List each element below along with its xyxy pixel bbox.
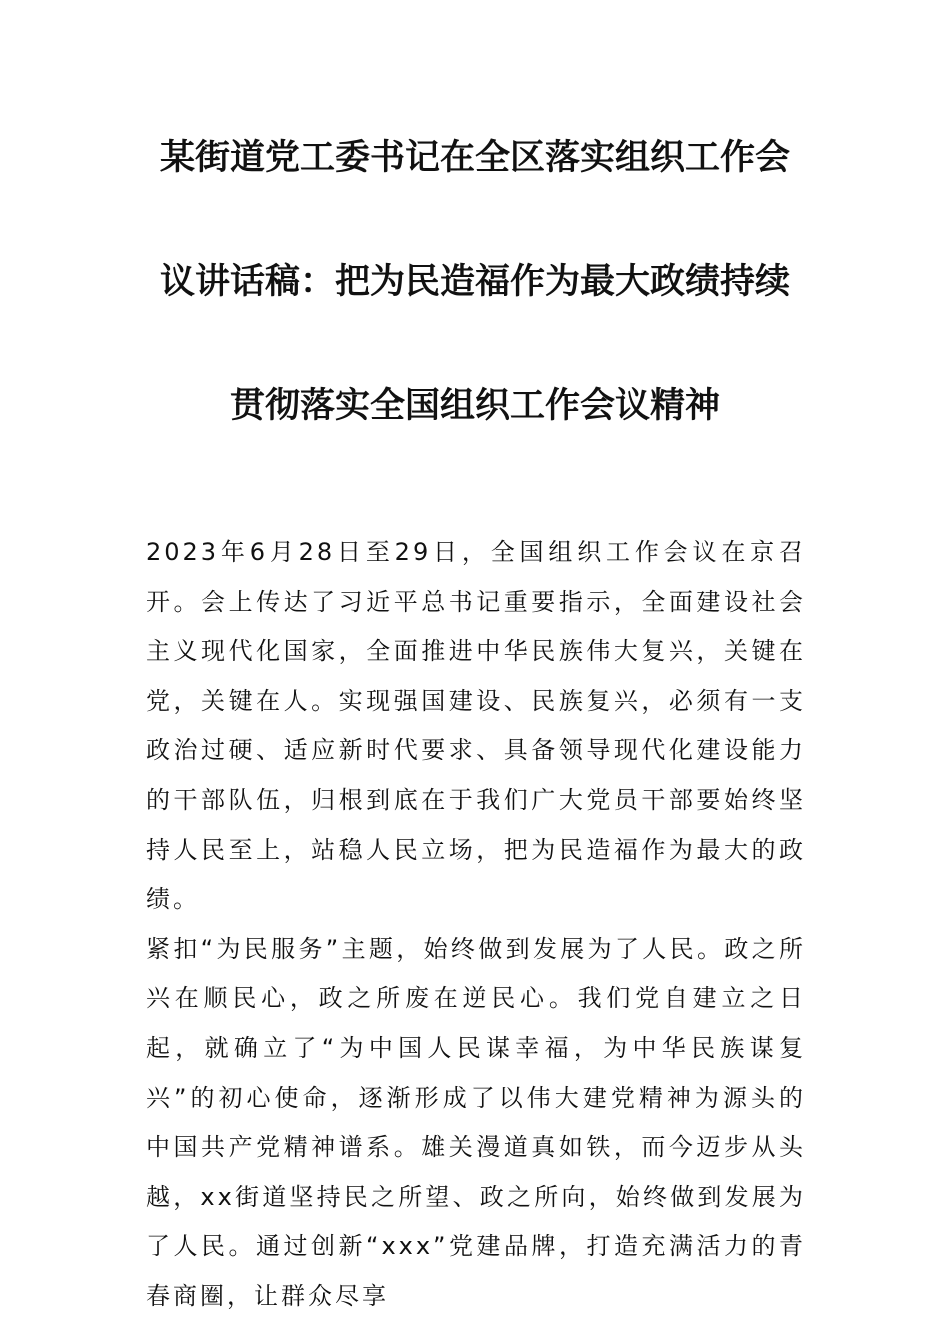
title-line-2: 议讲话稿：把为民造福作为最大政绩持续 bbox=[159, 261, 790, 302]
paragraph-1: 2023年6月28日至29日，全国组织工作会议在京召开。会上传达了习近平总书记重要指示，全面建设社会主义现代化国家，全面推进中华民族伟大复兴，关键在党，关键在人。实现强国建设、民族复兴，必须有一支政治过硬、适应新时代要求、具备领导现代化建设能力的干部队伍，归根到底在于我们广大党员干部要始终坚持人民至上，站稳人民立场，把为民造福作为最大的政绩。 bbox=[146, 538, 806, 914]
document-title bbox=[140, 137, 810, 426]
title-line-1: 某街道党工委书记在全区落实组织工作会 bbox=[159, 137, 790, 178]
document-body bbox=[146, 528, 806, 1322]
paragraph-2: 紧扣“为民服务”主题，始终做到发展为了人民。政之所兴在顺民心，政之所废在逆民心。我们党自建立之日起，就确立了“为中国人民谋幸福，为中华民族谋复兴”的初心使命，逐渐形成了以伟大建党精神为源头的中国共产党精神谱系。雄关漫道真如铁，而今迈步从头越，xx街道坚持民之所望、政之所向，始终做到发展为了人民。通过创新“xxx”党建品牌，打造充满活力的青春商圈，让群众尽享 bbox=[146, 934, 806, 1310]
title-line-3: 贯彻落实全国组织工作会议精神 bbox=[229, 385, 720, 426]
